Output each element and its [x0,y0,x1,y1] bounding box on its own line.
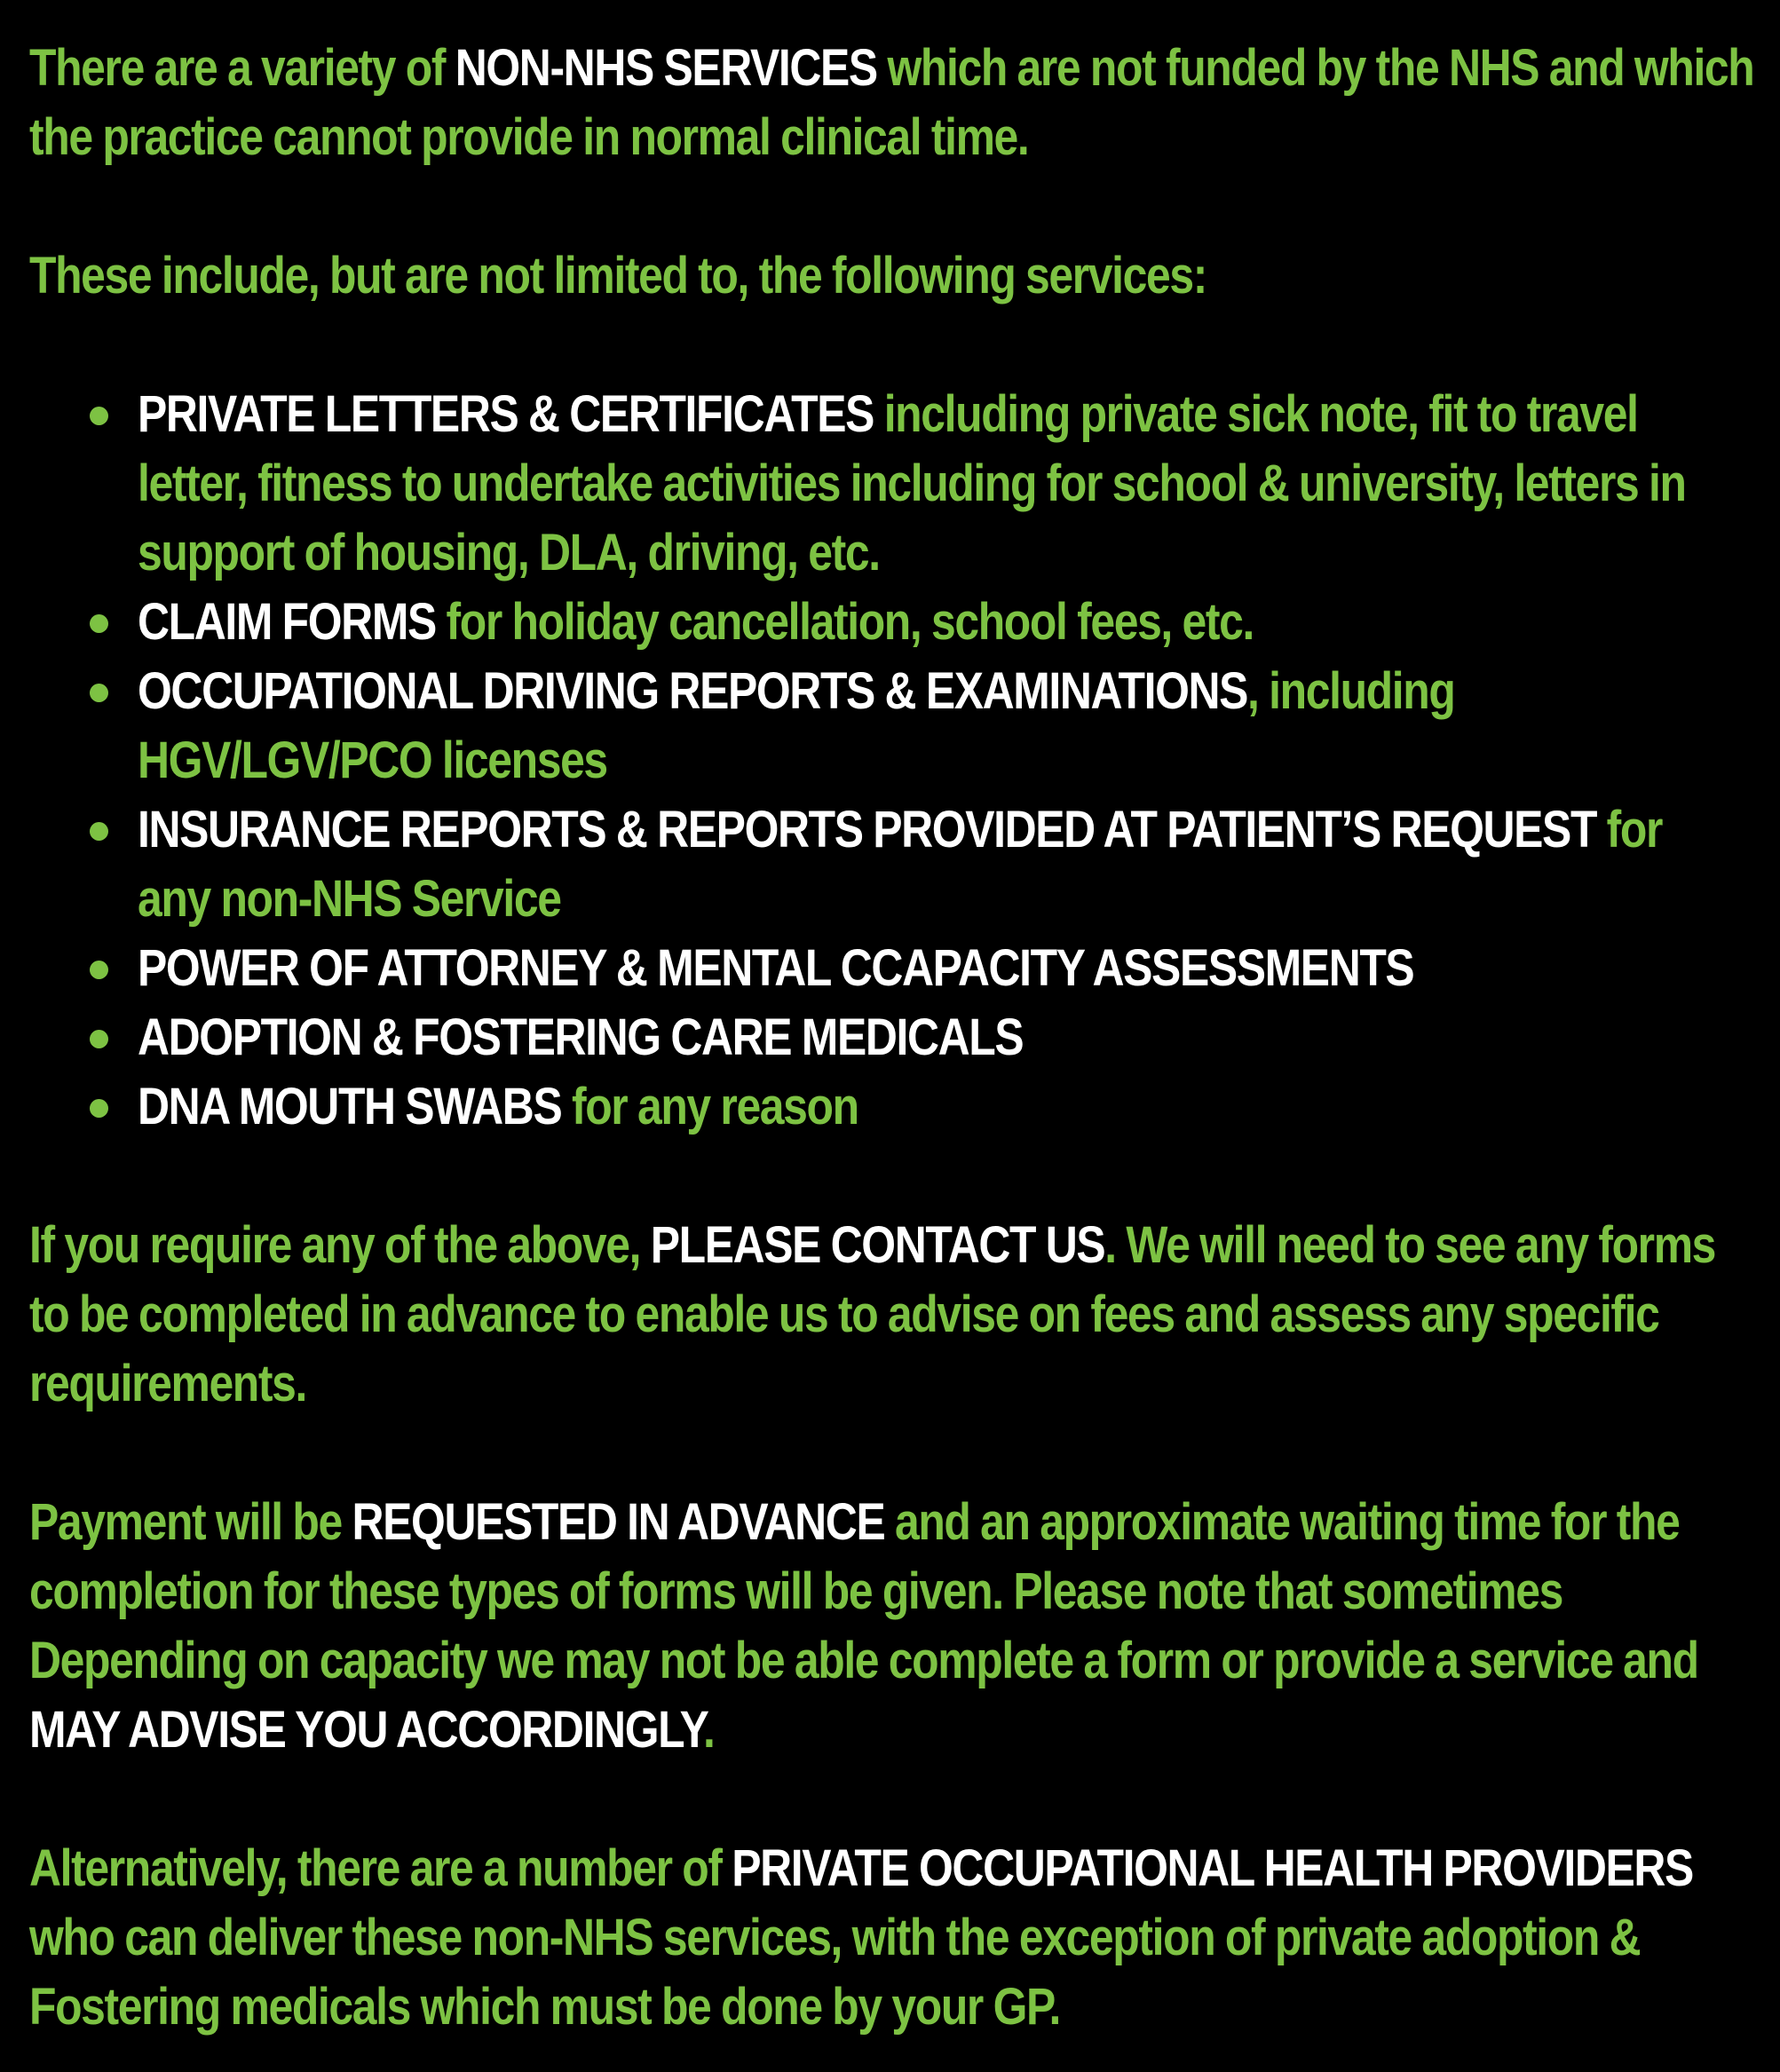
alternative-highlight: PRIVATE OCCUPATIONAL HEALTH PROVIDERS [732,1839,1693,1897]
spacer [29,1142,1760,1211]
non-nhs-services-notice [29,34,1760,2042]
spacer [29,172,1760,241]
list-item [29,588,1760,657]
alternative-paragraph [29,1834,1755,2042]
bullet-icon [90,407,108,425]
service-title: OCCUPATIONAL DRIVING REPORTS & EXAMINATIONS [138,662,1248,720]
service-title: CLAIM FORMS [138,593,436,651]
bullet-icon [90,1099,108,1118]
payment-text-after: . [703,1701,715,1759]
intro-paragraph [29,34,1755,172]
service-title: POWER OF ATTORNEY & MENTAL CCAPACITY ASSESSMENTS [138,939,1414,997]
bullet-icon [90,822,108,841]
service-title: PRIVATE LETTERS & CERTIFICATES [138,385,874,443]
service-detail: for any non-NHS Service [138,801,1663,928]
service-text [138,934,1741,1003]
list-item [29,795,1760,934]
list-item [29,380,1760,588]
bullet-icon [90,684,108,702]
bullet-icon [90,961,108,979]
service-text [138,588,1741,657]
intro-text-before: There are a variety of [29,39,455,97]
spacer [29,311,1760,380]
services-list [29,380,1760,1142]
service-title: ADOPTION & FOSTERING CARE MEDICALS [138,1008,1024,1066]
service-title: INSURANCE REPORTS & REPORTS PROVIDED AT PATIENT’S REQUEST [138,801,1597,858]
intro-text-after: which are not funded by the NHS and which the practice cannot provide in normal clinical time. [29,39,1754,166]
service-text [138,657,1741,795]
contact-highlight: PLEASE CONTACT US [650,1216,1105,1274]
service-text [138,1003,1741,1072]
service-detail: including private sick note, fit to travel letter, fitness to undertake activities including for school & university, letters in support of housing, DLA, driving, etc. [138,385,1686,581]
service-title: DNA MOUTH SWABS [138,1078,562,1135]
service-text [138,380,1741,588]
bullet-icon [90,614,108,633]
lead-in-paragraph: These include, but are not limited to, the following services: [29,247,1206,304]
service-text [138,795,1741,934]
contact-paragraph [29,1211,1755,1419]
contact-text-before: If you require any of the above, [29,1216,651,1274]
alternative-text-before: Alternatively, there are a number of [29,1839,732,1897]
payment-highlight-2: MAY ADVISE YOU ACCORDINGLY [29,1701,704,1759]
payment-text-middle: and an approximate waiting time for the completion for these types of forms will be given. Please note that sometimes Depending on capacity we may not be able complete a form or provide a service and [29,1493,1698,1689]
spacer [29,1419,1760,1488]
bullet-icon [90,1030,108,1048]
list-item [29,657,1760,795]
list-item [29,934,1760,1003]
intro-highlight: NON-NHS SERVICES [455,39,877,97]
payment-paragraph [29,1488,1755,1765]
spacer [29,1765,1760,1834]
list-item [29,1072,1760,1142]
service-detail: for any reason [561,1078,858,1135]
payment-text-before: Payment will be [29,1493,352,1551]
alternative-text-after: who can deliver these non-NHS services, with the exception of private adoption & Fostering medicals which must be done by your GP. [29,1909,1641,2036]
service-detail: for holiday cancellation, school fees, etc. [435,593,1254,651]
list-item [29,1003,1760,1072]
contact-text-after: . We will need to see any forms to be completed in advance to enable us to advise on fees and assess any specific requirements. [29,1216,1716,1412]
service-detail: , including HGV/LGV/PCO licenses [138,662,1455,789]
service-text [138,1072,1741,1142]
payment-highlight: REQUESTED IN ADVANCE [352,1493,885,1551]
